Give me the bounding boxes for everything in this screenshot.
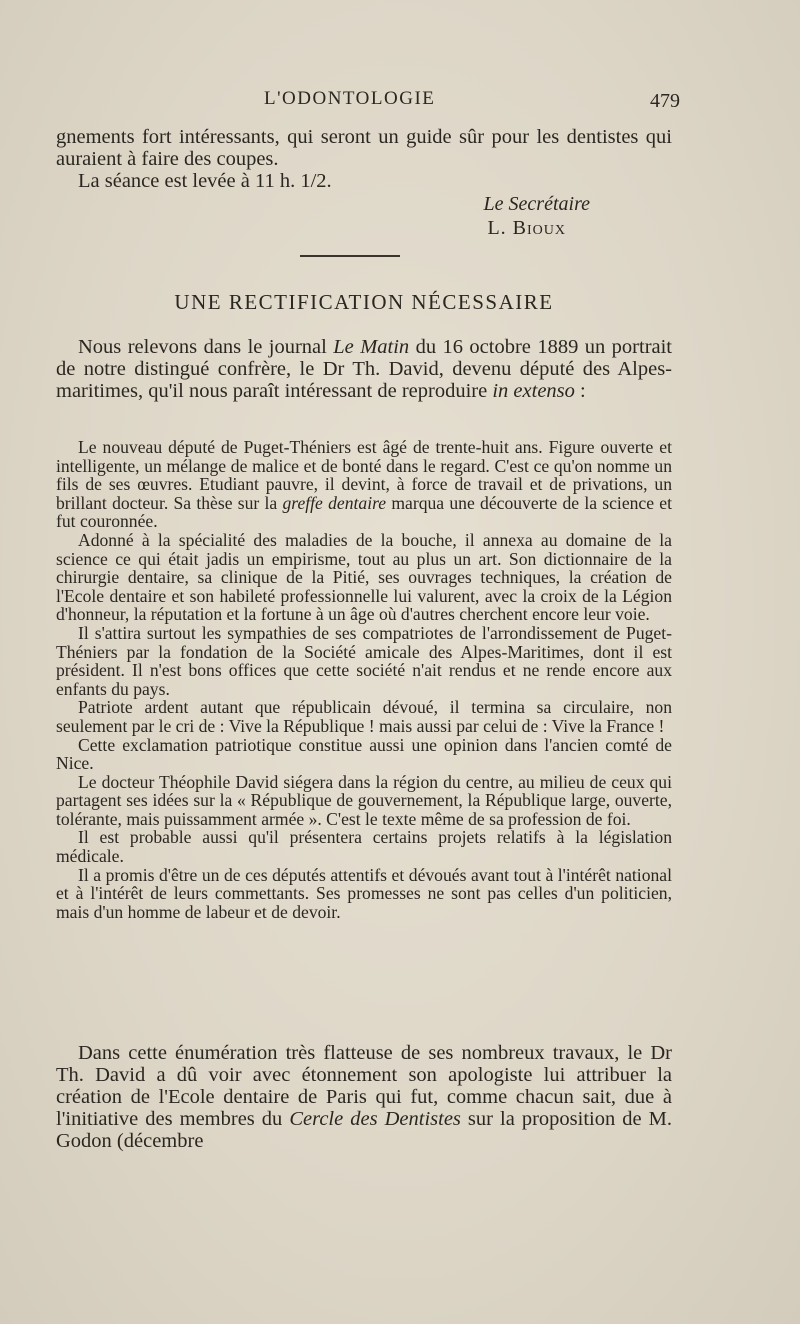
intro-before-journal: Nous relevons dans le journal [78, 336, 334, 358]
continuation-text: gnements fort intéressants, qui seront un guide sûr pour les dentistes qui auraient à faire des coupes. [56, 126, 672, 170]
running-head: L'ODONTOLOGIE [264, 88, 436, 109]
page-number: 479 [650, 90, 680, 112]
section-divider [300, 255, 400, 257]
quote-p1-a: Le nouveau député de Puget-Théniers est âgé de trente-huit ans. Figure ouverte et intelligente, un mélange de malice et de bonté dans le regard. C'est ce qu'on nomme un fils de ses œuvres. Etudiant pauvre, il devint, à force de travail et de privations, un brillant docteur. Sa thèse sur la [56, 437, 672, 513]
quote-paragraph-7: Il est probable aussi qu'il présentera certains projets relatifs à la législation médicale. [56, 827, 672, 867]
quote-paragraph-4: Patriote ardent autant que républicain dévoué, il termina sa circulaire, non seulement par le cri de : Vive la République ! mais aussi par celui de : Vive la France ! [56, 697, 672, 736]
cercle-des-dentistes: Cercle des Dentistes [289, 1108, 461, 1130]
intro-paragraph [56, 336, 672, 402]
in-extenso: in extenso [492, 380, 575, 402]
intro-text [56, 336, 672, 402]
signature-role: Le Secrétaire [483, 193, 590, 215]
quote-paragraph-3: Il s'attira surtout les sympathies de ses compatriotes de l'arrondissement de Puget-Théniers par la fondation de la Société amicale des Alpes-Maritimes, dont il est président. Il n'est bons offices que cette société n'ait rendus et ne rende encore aux enfants du pays. [56, 622, 672, 699]
section-title: UNE RECTIFICATION NÉCESSAIRE [174, 290, 554, 314]
quote-paragraph-1 [56, 438, 672, 531]
page-header [60, 88, 680, 112]
closing-text-b: sur la proposition de M. Godon (décembre [56, 1108, 672, 1152]
intro-after-journal: du 16 octobre 1889 un portrait de notre distingué confrère, le Dr Th. David, devenu député des Alpes-maritimes, qu'il nous paraît intéressant de reproduire [56, 336, 673, 402]
meeting-closing: La séance est levée à 11 h. 1/2. [78, 170, 332, 192]
quote-paragraph-8: Il a promis d'être un de ces députés attentifs et dévoués avant tout à l'intérêt national et à l'intérêt de leurs commettants. Ses promesses ne sont pas celles d'un politicien, mais d'un homme de labeur et de devoir. [56, 864, 672, 922]
quote-paragraph-2: Adonné à la spécialité des maladies de la bouche, il annexa au domaine de la science ce qui était jadis un empirisme, tout au plus un art. Son dictionnaire de la chirurgie dentaire, sa clinique de la Pitié, ses ouvrages techniques, la création de l'Ecole dentaire et son habileté professionnelle lui valurent, avec la croix de la Légion d'honneur, la réputation et la fortune à un âge où d'autres cherchent encore leur voie. [56, 529, 672, 625]
quote-paragraph-5: Cette exclamation patriotique constitue aussi une opinion dans l'ancien comté de Nice. [56, 734, 672, 774]
closing-paragraph [56, 1042, 672, 1152]
quote-paragraph-6: Le docteur Théophile David siégera dans la région du centre, au milieu de ceux qui partagent ses idées sur la « République de gouvernement, la République large, ouverte, tolérante, mais puissamment armée ». C'est le texte même de sa profession de foi. [56, 771, 672, 829]
quoted-article [56, 438, 672, 921]
quote-p1-italic: greffe dentaire [282, 492, 387, 513]
journal-name: Le Matin [333, 336, 410, 358]
closing-text [56, 1042, 672, 1152]
signature-name: L. Bioux [487, 217, 566, 239]
closing-text-a: Dans cette énumération très flatteuse de ses nombreux travaux, le Dr Th. David a dû voir avec étonnement son apologiste lui attribuer la création de l'Ecole dentaire de Paris qui fut, comme chacun sait, due à l'initiative des membres du [56, 1042, 672, 1130]
continuation-block [56, 126, 672, 240]
quote-p1-b: marqua une découverte de la science et fut couronnée. [56, 492, 672, 532]
intro-end: : [574, 380, 586, 402]
